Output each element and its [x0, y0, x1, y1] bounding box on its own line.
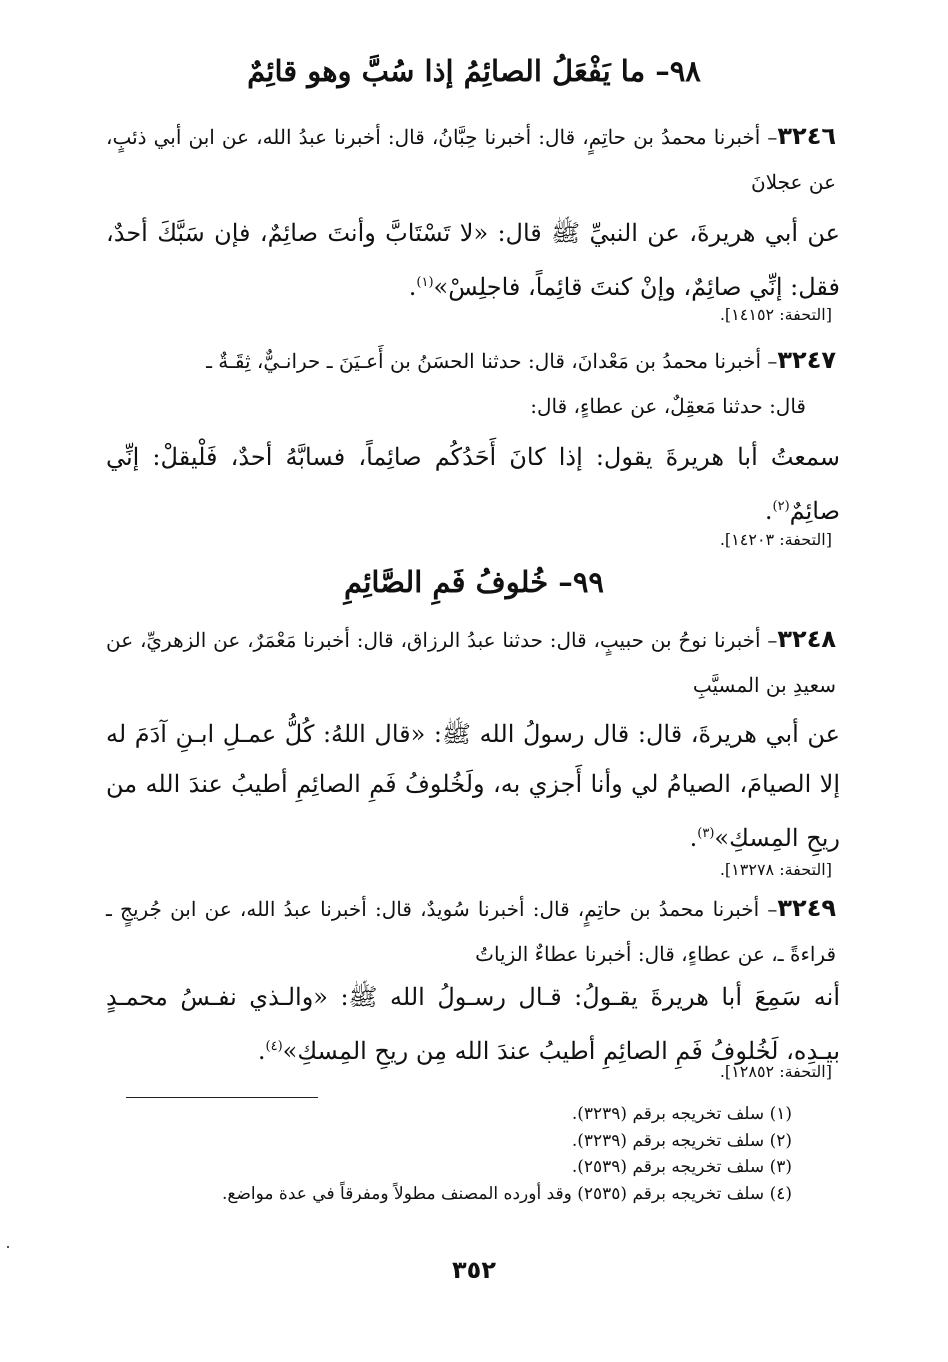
- hadith-3248-matn: [106, 709, 840, 863]
- hadith-number: ٣٢٤٧: [777, 346, 836, 374]
- hadith-3246-tuhfa: [التحفة: ١٤١٥٢].: [719, 305, 832, 324]
- isnad-text: – أخبرنا نوحُ بن حبيبٍ، قال: حدثنا عبدُ الرزاق، قال: أخبرنا مَعْمَرٌ، عن الزهريِّ، عن سعيدِ بن المسيَّبِ: [106, 628, 836, 697]
- isnad-text: – أخبرنا محمدُ بن حاتِمٍ، قال: أخبرنا سُويدٌ، قال: أخبرنا عبدُ الله، عن ابن جُريجٍ ـ قراءةً ـ، عن عطاءٍ، قال: أخبرنا عطاءٌ الزياتُ: [106, 897, 836, 966]
- matn-text: عن أبي هريرةَ، قال: قال رسولُ الله ﷺ: «قال اللهُ: كُلُّ عمـلِ ابـنِ آدَمَ له إلا الصيامَ، الصيامُ لي وأنا أَجزي به، ولَخُلوفُ فَمِ الصائِمِ أطيبُ عندَ الله من ريحِ المِسكِ»: [106, 720, 840, 852]
- hadith-number: ٣٢٤٨: [777, 625, 836, 653]
- hadith-3248-isnad: [106, 617, 836, 708]
- isnad-text: – أخبرنا محمدُ بن مَعْدانَ، قال: حدثنا الحسَنُ بن أَعـيَنَ ـ حرانـيٌّ، ثِقَـةٌ ـ: [206, 349, 778, 373]
- chapter-heading-99: ٩٩– خُلوفُ فَمِ الصَّائِمِ: [344, 565, 604, 599]
- hadith-3247-tuhfa: [التحفة: ١٤٢٠٣].: [719, 530, 832, 549]
- hadith-3247-matn: [106, 432, 840, 536]
- chapter-heading-98: ٩٨– ما يَفْعَلُ الصائِمُ إذا سُبَّ وهو قائِمٌ: [247, 54, 701, 88]
- matn-text: أنه سَمِعَ أبا هريرةَ يقـولُ: قـال رسـولُ الله ﷺ: «والـذي نفـسُ محمـدٍ بيـدِه، لَخُلوفُ فَمِ الصائِمِ أطيبُ عندَ الله مِن ريحِ المِسكِ»: [106, 983, 840, 1065]
- hadith-3246-isnad: [106, 114, 836, 205]
- sentence-end: .: [257, 1037, 266, 1065]
- matn-text: سمعتُ أبا هريرةَ يقول: إذا كانَ أَحَدُكُم صائِماً، فسابَّهُ أحدٌ، فَلْيقلْ: إنِّي صائِمٌ: [106, 443, 840, 525]
- hadith-3248-tuhfa: [التحفة: ١٣٢٧٨].: [719, 860, 832, 879]
- isnad-text: – أخبرنا محمدُ بن حاتِمٍ، قال: أخبرنا حِبَّانُ، قال: أخبرنا عبدُ الله، عن ابن أبي ذئبٍ، عن عجلانَ: [106, 125, 836, 194]
- footnote-4: (٤) سلف تخريجه برقم (٢٥٣٥) وقد أورده المصنف مطولاً ومفرقاً في عدة مواضع.: [222, 1183, 792, 1204]
- hadith-3249-isnad: [106, 886, 836, 977]
- sentence-end: .: [764, 497, 773, 525]
- matn-text: عن أبي هريرةَ، عن النبيِّ ﷺ قال: «لا تَسْتَابَّ وأنتَ صائِمٌ، فإن سَبَّكَ أحدٌ، فقل: إنِّي صائِمٌ، وإنْ كنتَ قائِماً، فاجلِسْ»: [106, 219, 840, 301]
- page-number: ٣٥٢: [452, 1256, 496, 1284]
- hadith-3246-matn: [106, 208, 840, 312]
- isnad-line-2: قال: حدثنا مَعقِلٌ، عن عطاءٍ، قال:: [530, 394, 806, 418]
- footnotes: [92, 1101, 792, 1207]
- footnote-ref: (١): [416, 275, 434, 290]
- hadith-3247-isnad: [106, 338, 836, 429]
- footnote-separator: [126, 1097, 318, 1098]
- hadith-number: ٣٢٤٦: [777, 122, 836, 150]
- scan-speck: [7, 1246, 9, 1248]
- footnote-3: (٣) سلف تخريجه برقم (٢٥٣٩).: [571, 1157, 792, 1177]
- hadith-number: ٣٢٤٩: [777, 894, 836, 922]
- footnote-ref: (٢): [772, 499, 790, 514]
- hadith-3249-tuhfa: [التحفة: ١٢٨٥٢].: [719, 1062, 832, 1081]
- hadith-3249-matn: [106, 972, 840, 1076]
- footnote-ref: (٤): [265, 1039, 283, 1054]
- footnote-2: (٢) سلف تخريجه برقم (٣٢٣٩).: [571, 1130, 792, 1151]
- sentence-end: .: [408, 273, 417, 301]
- footnote-1: (١) سلف تخريجه برقم (٣٢٣٩).: [571, 1104, 792, 1124]
- sentence-end: .: [689, 824, 698, 852]
- footnote-ref: (٣): [697, 826, 715, 841]
